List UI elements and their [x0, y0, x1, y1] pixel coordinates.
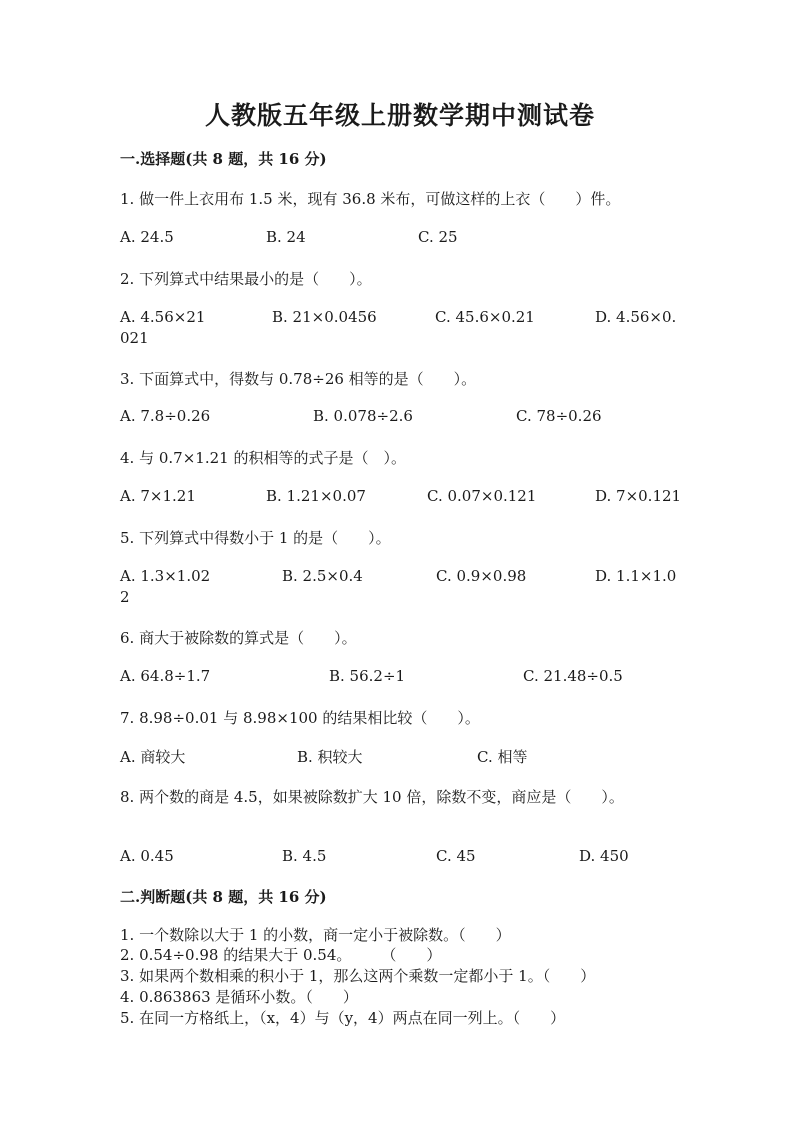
question-4-option-c: C. 0.07×0.121	[427, 487, 537, 505]
question-1: 1. 做一件上衣用布 1.5 米，现有 36.8 米布，可做这样的上衣（ ）件。	[120, 190, 621, 208]
question-8-option-a: A. 0.45	[120, 847, 174, 865]
question-1-option-a: A. 24.5	[120, 228, 174, 246]
judgement-item-4: 4. 0.863863 是循环小数。（ ）	[120, 988, 358, 1006]
section-heading-choice: 一.选择题(共 8 题，共 16 分)	[120, 150, 327, 168]
question-7-option-a: A. 商较大	[120, 748, 186, 766]
judgement-item-3: 3. 如果两个数相乘的积小于 1，那么这两个乘数一定都小于 1。（ ）	[120, 967, 596, 985]
question-3: 3. 下面算式中，得数与 0.78÷26 相等的是（ ）。	[120, 370, 477, 388]
question-2-option-c: C. 45.6×0.21	[435, 308, 535, 326]
question-8: 8. 两个数的商是 4.5，如果被除数扩大 10 倍，除数不变，商应是（ ）。	[120, 788, 624, 806]
question-5-option-d: D. 1.1×1.0	[595, 567, 677, 585]
question-2-option-a: A. 4.56×21	[120, 308, 206, 326]
question-4: 4. 与 0.7×1.21 的积相等的式子是（ ）。	[120, 449, 406, 467]
question-6-option-b: B. 56.2÷1	[329, 667, 406, 685]
question-5-option-a: A. 1.3×1.02	[120, 567, 211, 585]
question-8-option-b: B. 4.5	[282, 847, 327, 865]
question-4-option-d: D. 7×0.121	[595, 487, 682, 505]
question-5-option-d-wrap: 2	[120, 588, 130, 606]
question-2-option-d: D. 4.56×0.	[595, 308, 677, 326]
question-3-option-c: C. 78÷0.26	[516, 407, 602, 425]
question-6-option-c: C. 21.48÷0.5	[523, 667, 623, 685]
judgement-item-2: 2. 0.54÷0.98 的结果大于 0.54。 （ ）	[120, 946, 442, 964]
question-2: 2. 下列算式中结果最小的是（ ）。	[120, 270, 372, 288]
question-8-option-d: D. 450	[579, 847, 629, 865]
question-2-option-b: B. 21×0.0456	[272, 308, 377, 326]
judgement-item-1: 1. 一个数除以大于 1 的小数，商一定小于被除数。（ ）	[120, 926, 511, 944]
question-5-option-c: C. 0.9×0.98	[436, 567, 527, 585]
question-7-option-c: C. 相等	[477, 748, 528, 766]
question-3-option-a: A. 7.8÷0.26	[120, 407, 211, 425]
question-1-option-b: B. 24	[266, 228, 306, 246]
question-1-option-c: C. 25	[418, 228, 458, 246]
page-title: 人教版五年级上册数学期中测试卷	[204, 101, 595, 130]
question-8-option-c: C. 45	[436, 847, 476, 865]
question-5: 5. 下列算式中得数小于 1 的是（ ）。	[120, 529, 391, 547]
question-3-option-b: B. 0.078÷2.6	[313, 407, 413, 425]
question-5-option-b: B. 2.5×0.4	[282, 567, 363, 585]
question-4-option-a: A. 7×1.21	[120, 487, 196, 505]
question-7: 7. 8.98÷0.01 与 8.98×100 的结果相比较（ ）。	[120, 709, 480, 727]
question-6: 6. 商大于被除数的算式是（ ）。	[120, 629, 357, 647]
question-2-option-d-wrap: 021	[120, 329, 149, 347]
question-4-option-b: B. 1.21×0.07	[266, 487, 366, 505]
question-7-option-b: B. 积较大	[297, 748, 363, 766]
section-heading-judgement: 二.判断题(共 8 题，共 16 分)	[120, 888, 327, 906]
question-6-option-a: A. 64.8÷1.7	[120, 667, 211, 685]
judgement-item-5: 5. 在同一方格纸上，（x，4）与（y，4）两点在同一列上。（ ）	[120, 1009, 566, 1027]
